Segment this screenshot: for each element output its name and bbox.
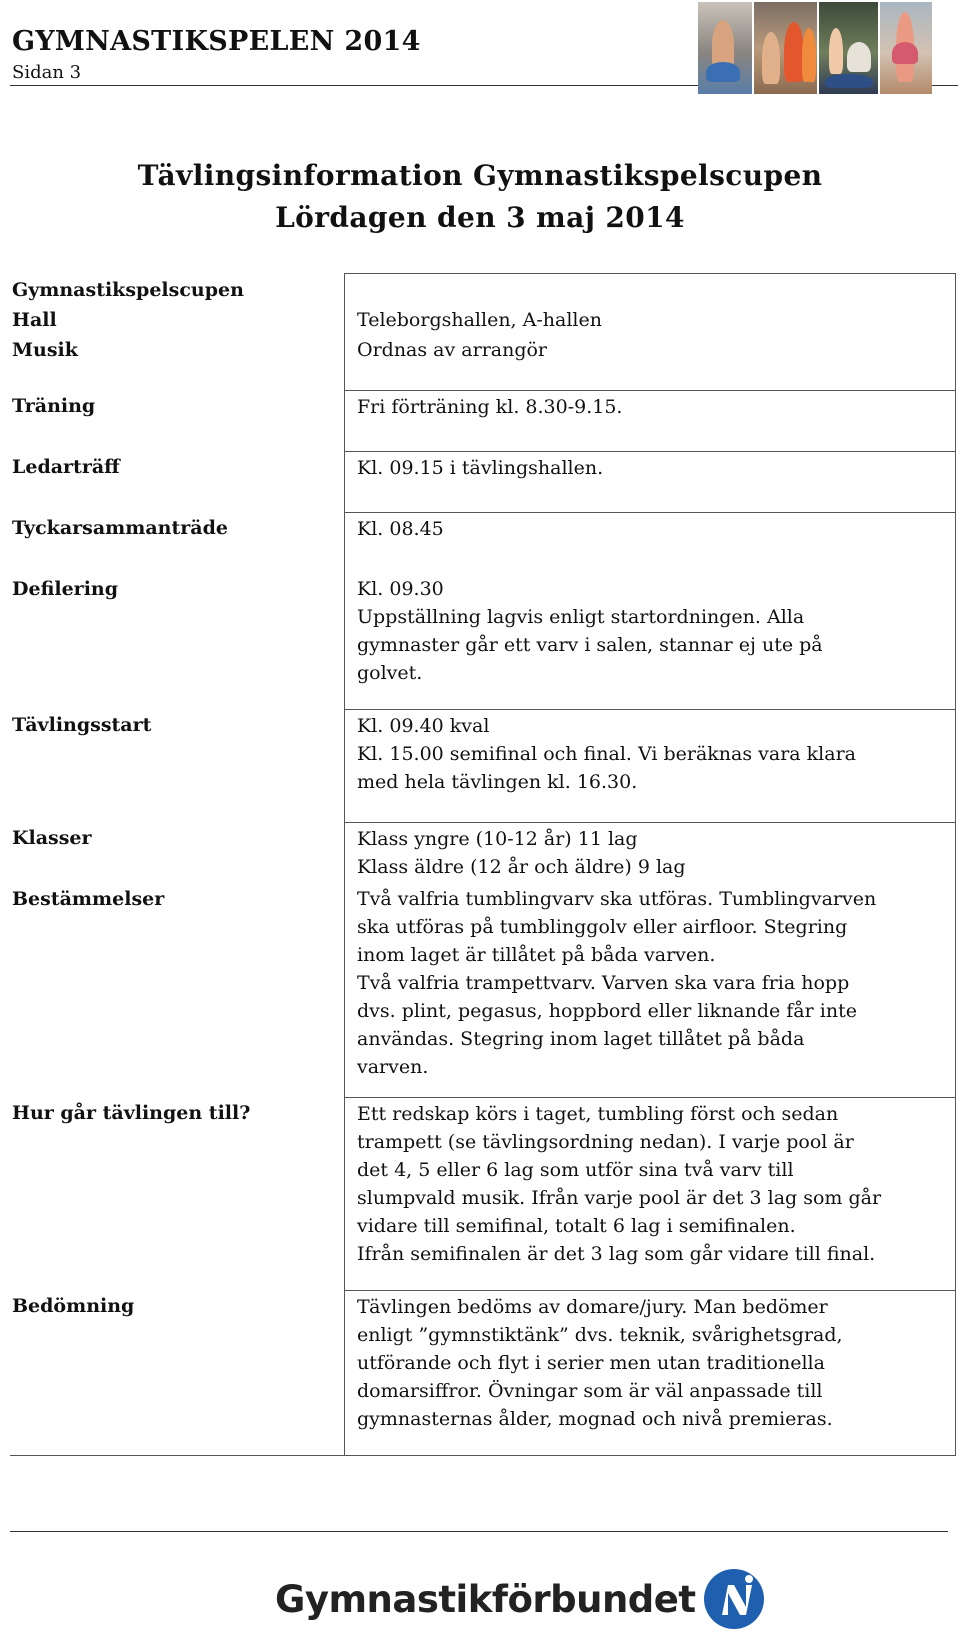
row-value-line: Ordnas av arrangör: [357, 338, 548, 361]
row-label: Klasser: [10, 822, 345, 883]
row-value-line: gymnasternas ålder, mognad och nivå premieras.: [357, 1407, 833, 1430]
row-value: [345, 822, 956, 883]
row-value-line: Fri förträning kl. 8.30-9.15.: [357, 395, 623, 418]
table-caption-spacer: [345, 274, 956, 304]
row-value: [345, 390, 956, 451]
row-label: Tyckarsammanträde: [10, 512, 345, 573]
table-row: [10, 512, 956, 573]
table-row: [10, 822, 956, 883]
gymnast-handstand-photo: [698, 2, 754, 94]
logo-wordmark: Gymnastikförbundet: [275, 1577, 696, 1621]
table-row: [10, 390, 956, 451]
row-value: [345, 709, 956, 822]
table-caption: Gymnastikspelscupen: [10, 274, 345, 304]
row-value: [345, 1290, 956, 1455]
row-value-line: Uppställning lagvis enligt startordningen. Alla: [357, 605, 805, 628]
table-row: [10, 709, 956, 822]
gymnastics-figure-icon: [702, 1567, 766, 1631]
row-value-line: Två valfria tumblingvarv ska utföras. Tumblingvarven: [357, 887, 877, 910]
row-value-line: Kl. 09.40 kval: [357, 714, 490, 737]
table-row: [10, 304, 956, 334]
row-value: [345, 512, 956, 573]
document-title-line-1: Tävlingsinformation Gymnastikspelscupen: [137, 159, 823, 192]
row-value: [345, 334, 956, 391]
row-value-line: ska utföras på tumblinggolv eller airfloor. Stegring: [357, 915, 848, 938]
row-value-line: Ifrån semifinalen är det 3 lag som går vidare till final.: [357, 1242, 876, 1265]
row-value-line: inom laget är tillåtet på båda varven.: [357, 943, 716, 966]
row-value-line: det 4, 5 eller 6 lag som utför sina två varv till: [357, 1158, 794, 1181]
table-row: [10, 883, 956, 1098]
document-title-line-2: Lördagen den 3 maj 2014: [275, 201, 685, 234]
row-label: Defilering: [10, 573, 345, 710]
gymnast-jump-photo: [880, 2, 932, 94]
row-value-line: varven.: [357, 1055, 429, 1078]
row-value-line: utförande och flyt i serier men utan traditionella: [357, 1351, 825, 1374]
row-value-line: Kl. 09.15 i tävlingshallen.: [357, 456, 604, 479]
row-label: Ledarträff: [10, 451, 345, 512]
row-value: [345, 451, 956, 512]
row-value-line: gymnaster går ett varv i salen, stannar ej ute på: [357, 633, 823, 656]
row-value-line: golvet.: [357, 661, 423, 684]
row-value: [345, 304, 956, 334]
row-value-line: vidare till semifinal, totalt 6 lag i semifinalen.: [357, 1214, 796, 1237]
row-value-line: slumpvald musik. Ifrån varje pool är det 3 lag som går: [357, 1186, 882, 1209]
row-value-line: Kl. 09.30: [357, 577, 444, 600]
row-value-line: Klass äldre (12 år och äldre) 9 lag: [357, 855, 686, 878]
row-label: Musik: [10, 334, 345, 391]
federation-logo: [275, 1568, 766, 1630]
row-value-line: trampett (se tävlingsordning nedan). I varje pool är: [357, 1130, 854, 1153]
row-label: Hall: [10, 304, 345, 334]
row-label: Bedömning: [10, 1290, 345, 1455]
table-row: [10, 1097, 956, 1290]
gymnasts-group-photo: [754, 2, 819, 94]
header-photo-strip: [698, 2, 932, 94]
row-label: Tävlingsstart: [10, 709, 345, 822]
footer-divider: [10, 1531, 948, 1532]
table-row: [10, 334, 956, 391]
row-value-line: domarsiffror. Övningar som är väl anpassade till: [357, 1379, 823, 1402]
row-value-line: Kl. 15.00 semifinal och final. Vi beräknas vara klara: [357, 742, 857, 765]
document-title: [0, 155, 960, 239]
row-value-line: Två valfria trampettvarv. Varven ska vara fria hopp: [357, 971, 850, 994]
row-value-line: dvs. plint, pegasus, hoppbord eller liknande får inte: [357, 999, 857, 1022]
row-value-line: Ett redskap körs i taget, tumbling först och sedan: [357, 1102, 839, 1125]
row-value: [345, 1097, 956, 1290]
row-label: Träning: [10, 390, 345, 451]
row-value-line: med hela tävlingen kl. 16.30.: [357, 770, 638, 793]
row-value-line: Teleborgshallen, A-hallen: [357, 308, 602, 331]
competition-info-table: [10, 273, 956, 1456]
row-label: Hur går tävlingen till?: [10, 1097, 345, 1290]
row-value-line: Kl. 08.45: [357, 517, 444, 540]
page-number: Sidan 3: [12, 62, 82, 83]
table-row: [10, 1290, 956, 1455]
table-row: [10, 451, 956, 512]
header-title: GYMNASTIKSPELEN 2014: [12, 26, 421, 57]
row-value-line: Klass yngre (10-12 år) 11 lag: [357, 827, 638, 850]
table-row: [10, 573, 956, 710]
row-value: [345, 573, 956, 710]
row-value-line: enligt ”gymnstiktänk” dvs. teknik, svårighetsgrad,: [357, 1323, 843, 1346]
row-value: [345, 883, 956, 1098]
gymnast-vault-photo: [819, 2, 880, 94]
row-value-line: användas. Stegring inom laget tillåtet på båda: [357, 1027, 805, 1050]
row-label: Bestämmelser: [10, 883, 345, 1098]
row-value-line: Tävlingen bedöms av domare/jury. Man bedömer: [357, 1295, 828, 1318]
